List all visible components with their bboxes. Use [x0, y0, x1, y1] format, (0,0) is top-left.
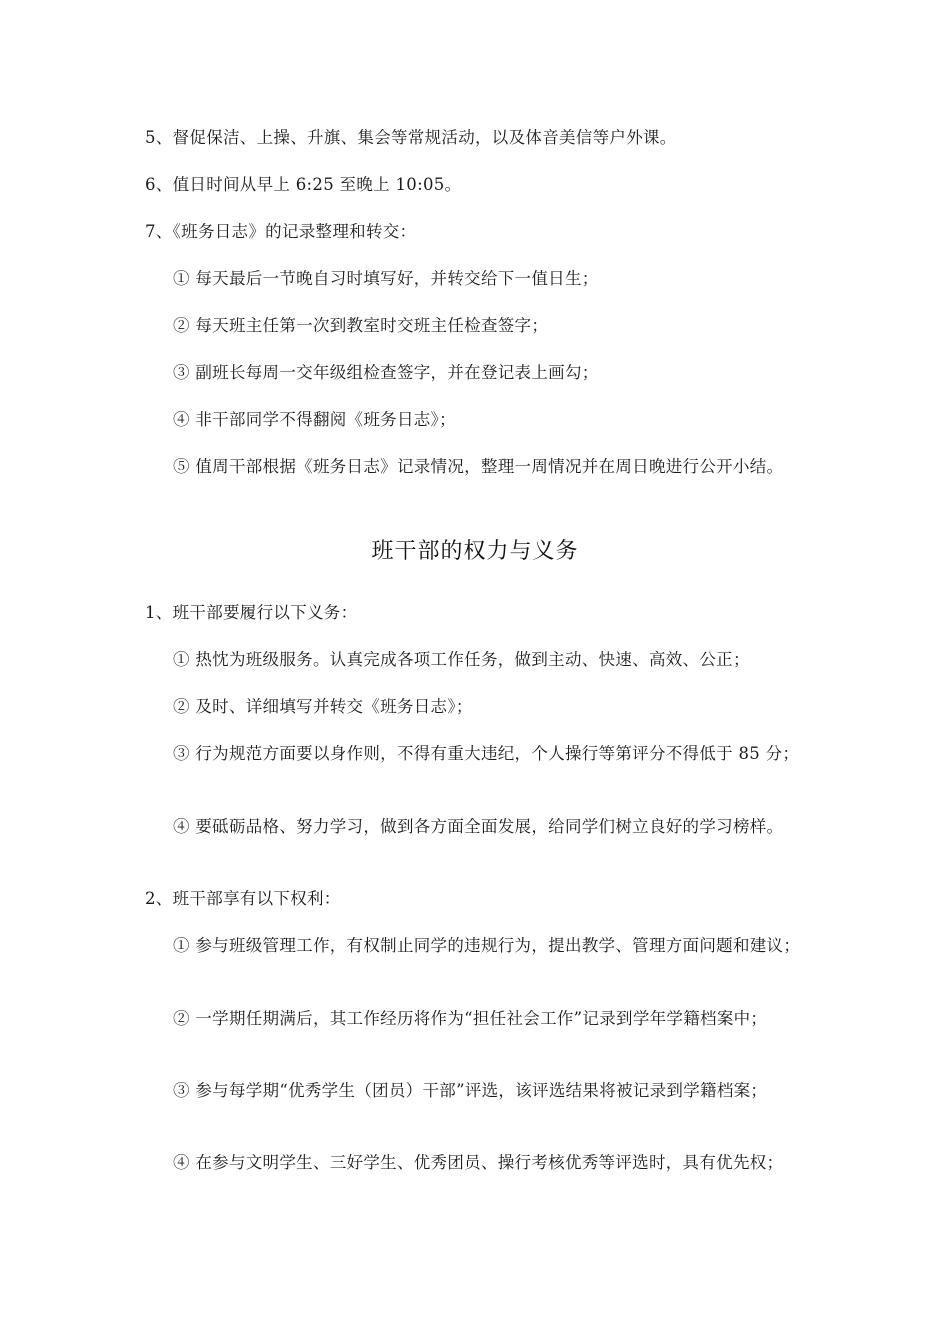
sub-item-4: ④ 非干部同学不得翻阅《班务日志》； [173, 410, 456, 429]
sub-item-3: ③ 副班长每周一交年级组检查签字，并在登记表上画勾； [173, 363, 599, 382]
list-item-7: 7、《班务日志》的记录整理和转交： [145, 222, 417, 241]
duties-heading: 1、班干部要履行以下义务： [145, 603, 358, 622]
sub-item-2: ② 每天班主任第一次到教室时交班主任检查签字； [173, 316, 549, 335]
sub-item-1: ① 每天最后一节晚自习时填写好，并转交给下一值日生； [173, 269, 599, 288]
duty-item-1: ① 热忱为班级服务。认真完成各项工作任务，做到主动、快速、高效、公正； [173, 650, 750, 669]
duty-item-4: ④ 要砥砺品格、努力学习，做到各方面全面发展，给同学们树立良好的学习榜样。 [173, 817, 784, 836]
right-item-3: ③ 参与每学期“优秀学生（团员）干部”评选，该评选结果将被记录到学籍档案； [173, 1081, 768, 1100]
rights-heading: 2、班干部享有以下权利： [145, 889, 341, 908]
right-item-4: ④ 在参与文明学生、三好学生、优秀团员、操行考核优秀等评选时，具有优先权； [173, 1153, 784, 1172]
duty-item-2: ② 及时、详细填写并转交《班务日志》； [173, 697, 473, 716]
list-item-6: 6、值日时间从早上 6:25 至晚上 10:05。 [145, 175, 462, 194]
right-item-1: ① 参与班级管理工作，有权制止同学的违规行为，提出教学、管理方面问题和建议； [173, 936, 801, 955]
duty-item-3: ③ 行为规范方面要以身作则，不得有重大违纪，个人操行等第评分不得低于 85 分； [173, 744, 800, 763]
sub-item-5: ⑤ 值周干部根据《班务日志》记录情况，整理一周情况并在周日晚进行公开小结。 [173, 457, 784, 476]
section-title: 班干部的权力与义务 [371, 539, 579, 564]
right-item-2: ② 一学期任期满后，其工作经历将作为“担任社会工作”记录到学年学籍档案中； [173, 1009, 768, 1028]
list-item-5: 5、督促保洁、上操、升旗、集会等常规活动，以及体音美信等户外课。 [145, 128, 677, 147]
